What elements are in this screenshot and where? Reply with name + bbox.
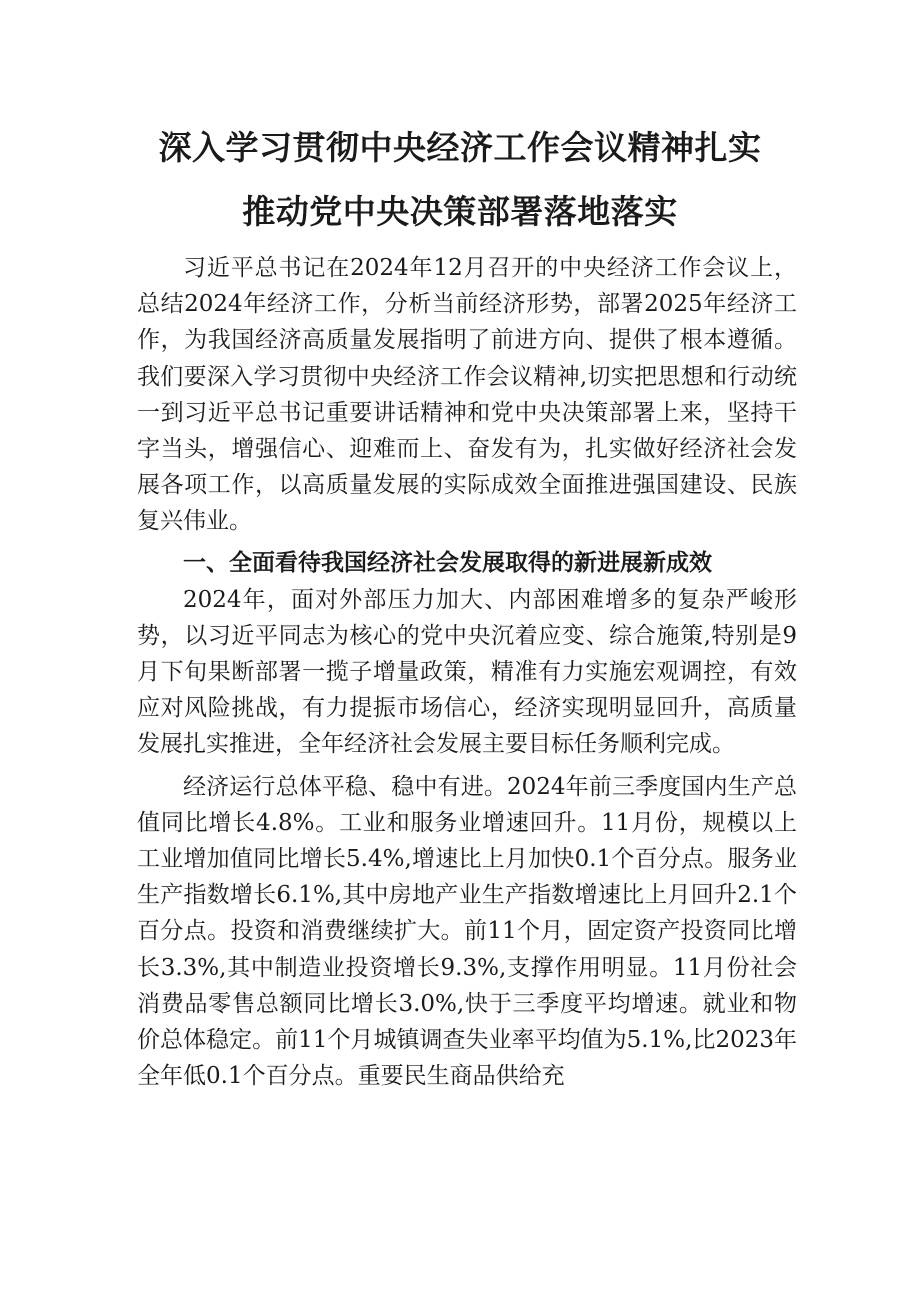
paragraph-intro: 习近平总书记在2024年12月召开的中央经济工作会议上，总结2024年经济工作，分析当前经济形势，部署2025年经济工作，为我国经济高质量发展指明了前进方向、提供了根本遵循。我们要深入学习贯彻中央经济工作会议精神,切实把思想和行动统一到习近平总书记重要讲话精神和党中央决策部署上来，坚持干字当头，增强信心、迎难而上、奋发有为，扎实做好经济社会发展各项工作，以高质量发展的实际成效全面推进强国建设、民族复兴伟业。 [137, 255, 797, 535]
section-heading: 一、全面看待我国经济社会发展取得的新进展新成效 [183, 549, 712, 576]
paragraph-economic-operation: 经济运行总体平稳、稳中有进。2024年前三季度国内生产总值同比增长4.8%。工业和服务业增速回升。11月份，规模以上工业增加值同比增长5.4%,增速比上月加快0.1个百分点。服务业生产指数增长6.1%,其中房地产业生产指数增速比上月回升2.1个百分点。投资和消费继续扩大。前11个月，固定资产投资同比增长3.3%,其中制造业投资增长9.3%,支撑作用明显。11月份社会消费品零售总额同比增长3.0%,快于三季度平均增速。就业和物价总体稳定。前11个月城镇调查失业率平均值为5.1%,比2023年全年低0.1个百分点。重要民生商品供给充 [137, 773, 797, 1090]
document-title-line-1: 深入学习贯彻中央经济工作会议精神扎实 [158, 128, 762, 167]
document-body [137, 250, 797, 1094]
document-title-line-2: 推动党中央决策部署落地落实 [242, 192, 678, 231]
paragraph-2024-overview: 2024年，面对外部压力加大、内部困难增多的复杂严峻形势，以习近平同志为核心的党中央沉着应变、综合施策,特别是9月下旬果断部署一揽子增量政策，精准有力实施宏观调控，有效应对风险挑战，有力提振市场信心，经济实现明显回升，高质量发展扎实推进，全年经济社会发展主要目标任务顺利完成。 [137, 586, 797, 758]
